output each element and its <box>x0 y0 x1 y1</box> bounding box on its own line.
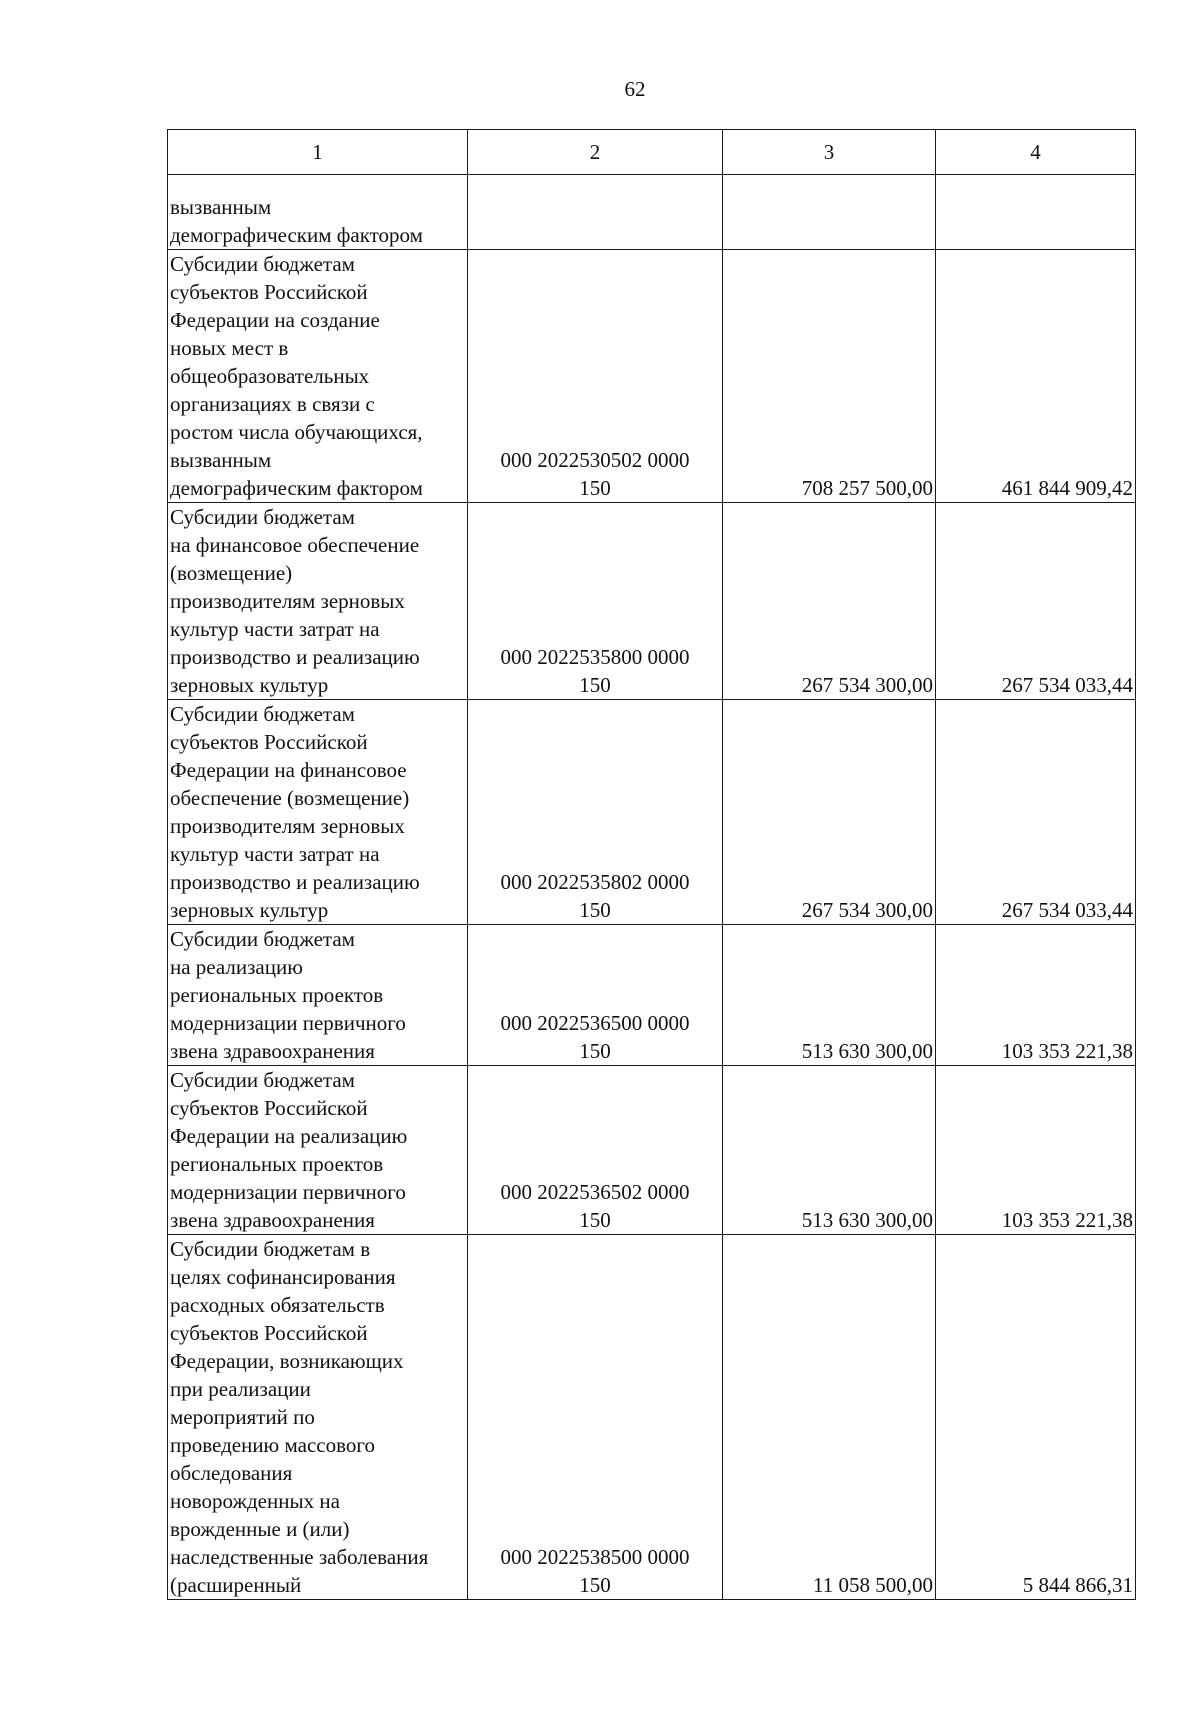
row-name: Субсидии бюджетам субъектов Российской Федерации на создание новых мест в общеобразовательных организациях в связи с ростом числа обучающихся, вызванным демографическим фактором <box>168 250 468 503</box>
page-number: 62 <box>624 77 646 101</box>
table-row <box>168 1235 1136 1600</box>
row-col4-value <box>936 175 1136 250</box>
row-col3-value: 11 058 500,00 <box>723 1235 936 1600</box>
row-name: Субсидии бюджетам субъектов Российской Федерации на финансовое обеспечение (возмещение) производителям зерновых культур части затрат на производство и реализацию зерновых культур <box>168 700 468 925</box>
row-col3-value: 267 534 300,00 <box>723 503 936 700</box>
row-col4-value: 103 353 221,38 <box>936 925 1136 1066</box>
row-code: 000 2022535800 0000 150 <box>468 503 723 700</box>
row-name: вызванным демографическим фактором <box>168 175 468 250</box>
column-header: 2 <box>468 130 723 175</box>
column-header: 3 <box>723 130 936 175</box>
row-col3-value: 708 257 500,00 <box>723 250 936 503</box>
row-col4-value: 5 844 866,31 <box>936 1235 1136 1600</box>
table-row <box>168 1066 1136 1235</box>
table-row <box>168 503 1136 700</box>
table-row <box>168 250 1136 503</box>
table-row <box>168 700 1136 925</box>
row-name: Субсидии бюджетам в целях софинансирования расходных обязательств субъектов Российской Федерации, возникающих при реализации мероприятий по проведению массового обследования новорожденных на врожденные и (или) наследственные заболевания (расширенный <box>168 1235 468 1600</box>
row-name: Субсидии бюджетам на финансовое обеспечение (возмещение) производителям зерновых культур части затрат на производство и реализацию зерновых культур <box>168 503 468 700</box>
row-col4-value: 267 534 033,44 <box>936 503 1136 700</box>
table-row <box>168 925 1136 1066</box>
row-col3-value <box>723 175 936 250</box>
row-code: 000 2022530502 0000 150 <box>468 250 723 503</box>
row-name: Субсидии бюджетам субъектов Российской Федерации на реализацию региональных проектов модернизации первичного звена здравоохранения <box>168 1066 468 1235</box>
row-code: 000 2022538500 0000 150 <box>468 1235 723 1600</box>
column-header: 1 <box>168 130 468 175</box>
row-code: 000 2022535802 0000 150 <box>468 700 723 925</box>
row-col4-value: 267 534 033,44 <box>936 700 1136 925</box>
column-header: 4 <box>936 130 1136 175</box>
row-col3-value: 513 630 300,00 <box>723 1066 936 1235</box>
budget-table <box>167 129 1136 1600</box>
row-col4-value: 461 844 909,42 <box>936 250 1136 503</box>
row-code: 000 2022536500 0000 150 <box>468 925 723 1066</box>
row-col3-value: 513 630 300,00 <box>723 925 936 1066</box>
row-code <box>468 175 723 250</box>
row-code: 000 2022536502 0000 150 <box>468 1066 723 1235</box>
header-row <box>168 130 1136 175</box>
row-col4-value: 103 353 221,38 <box>936 1066 1136 1235</box>
row-name: Субсидии бюджетам на реализацию региональных проектов модернизации первичного звена здравоохранения <box>168 925 468 1066</box>
row-col3-value: 267 534 300,00 <box>723 700 936 925</box>
table-row <box>168 175 1136 250</box>
